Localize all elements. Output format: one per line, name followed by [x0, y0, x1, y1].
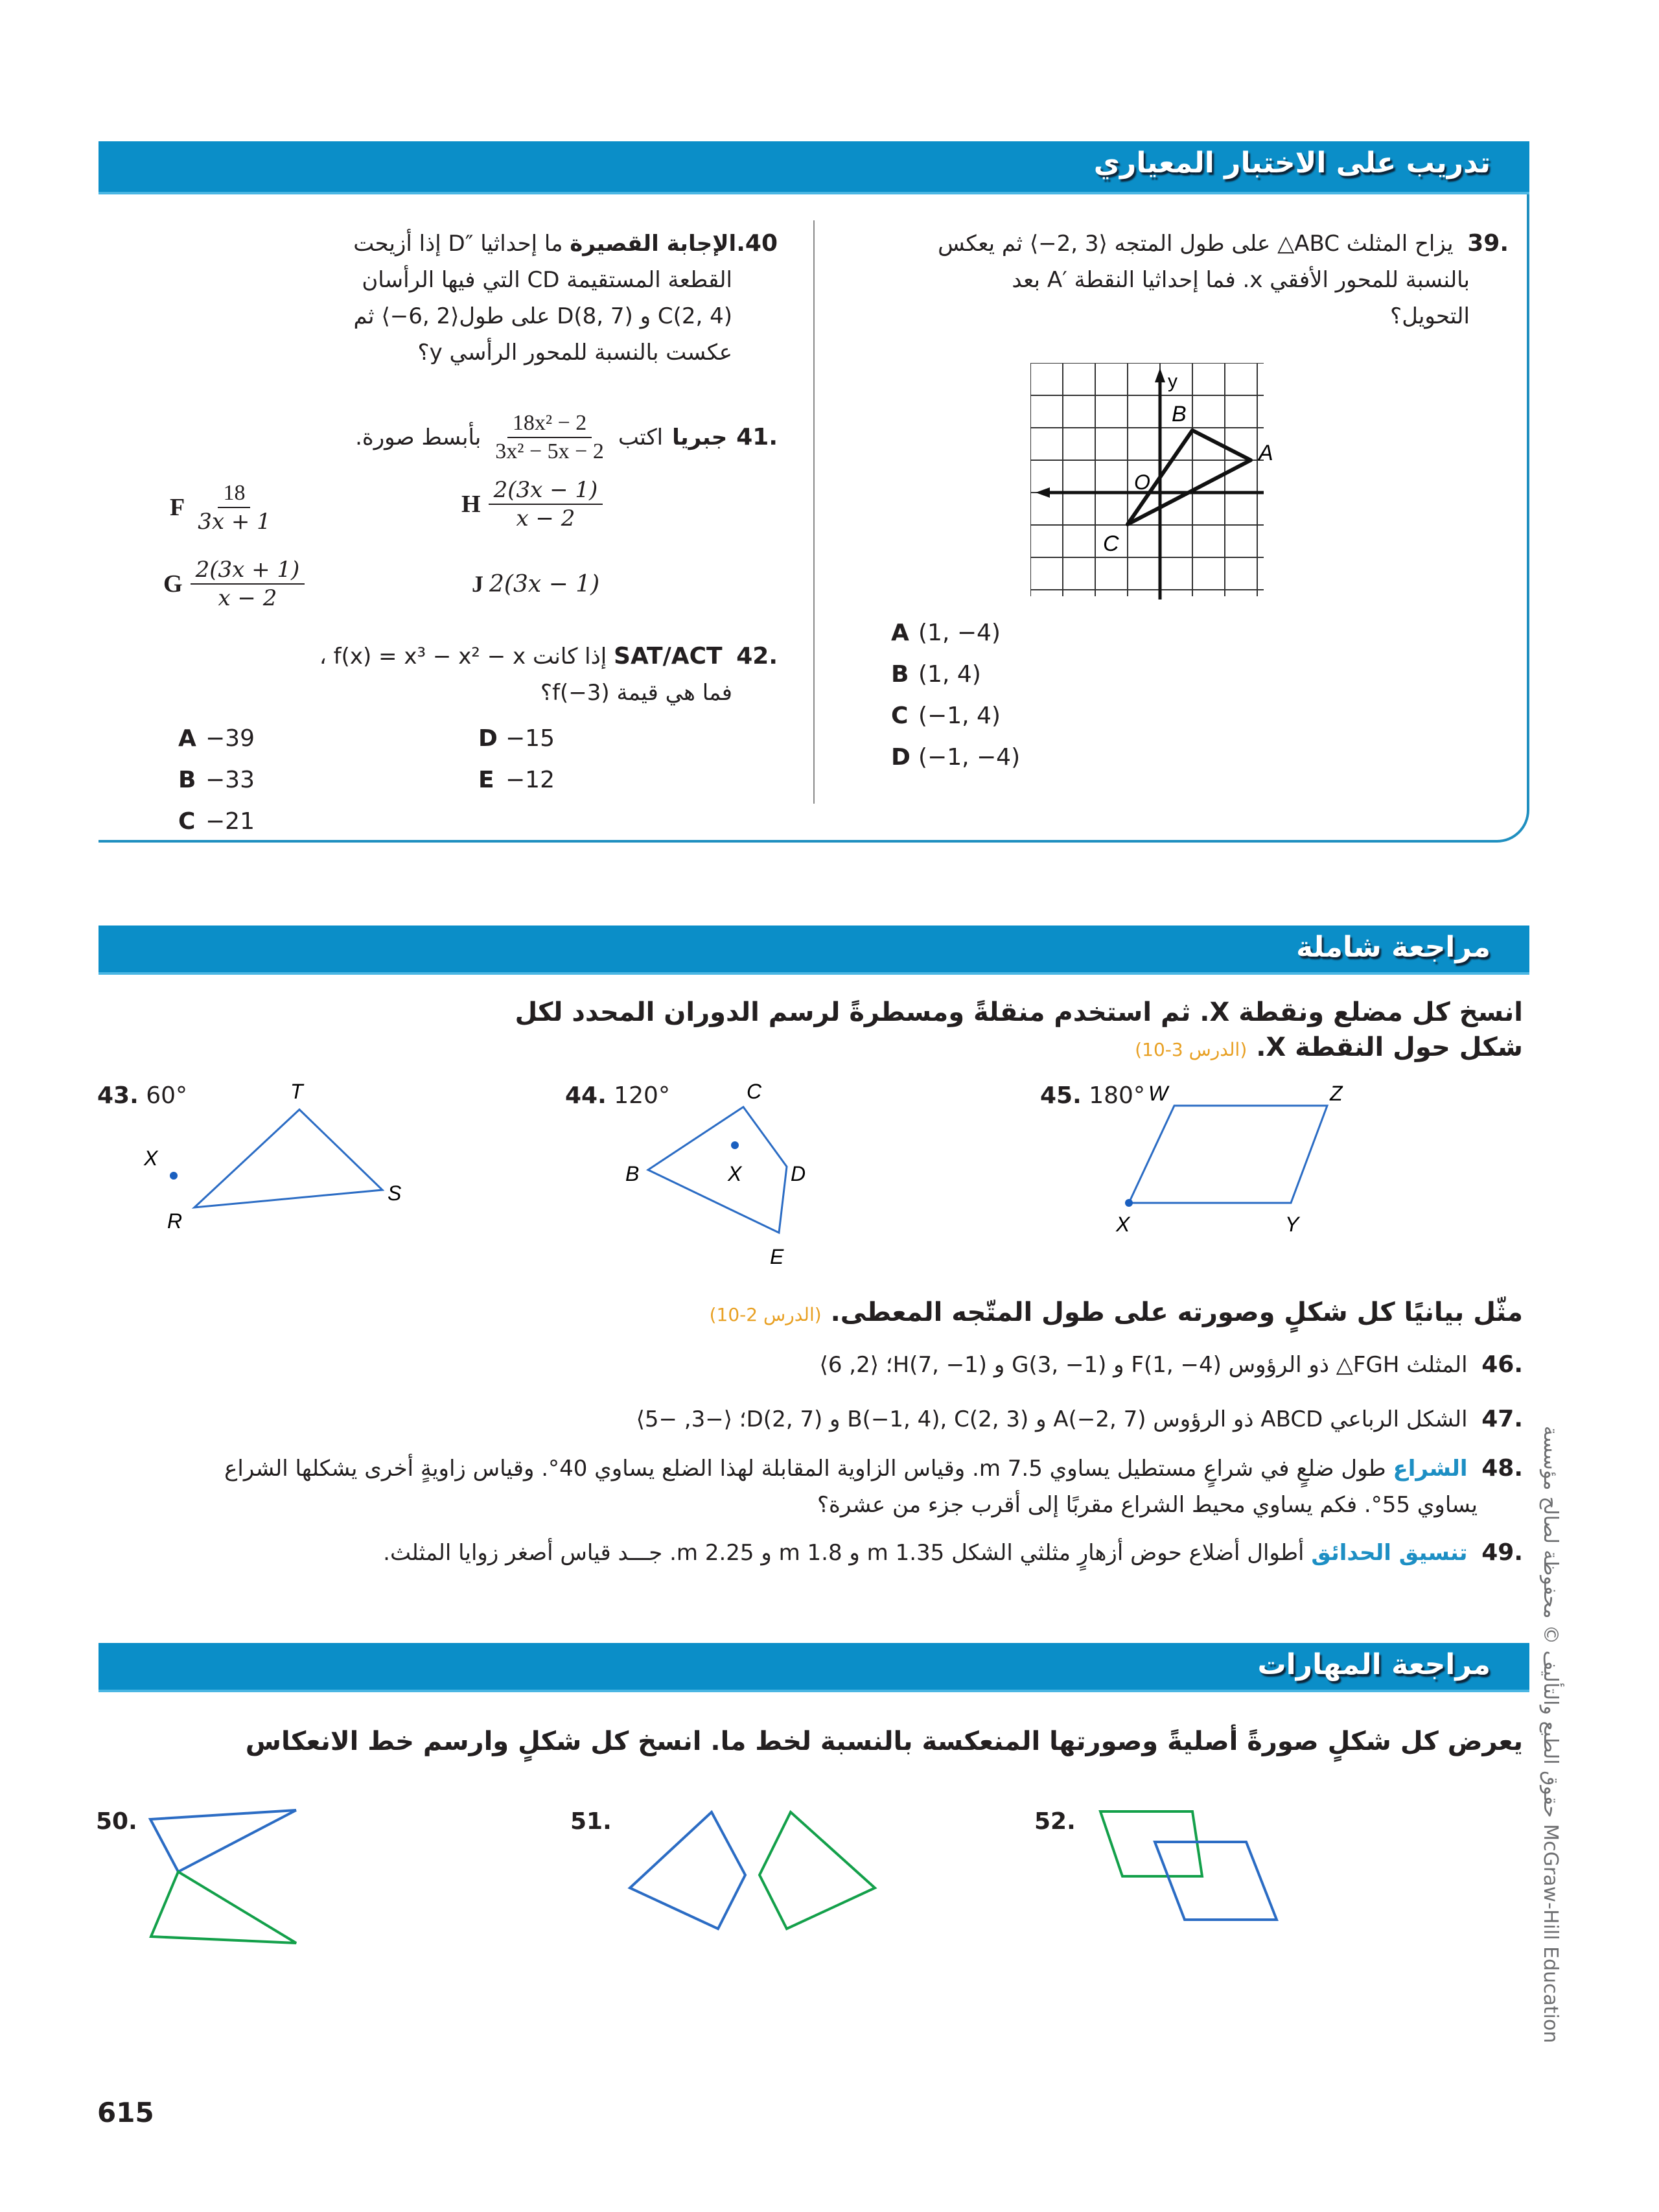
page-number: 615	[97, 2097, 154, 2128]
svg-text:Z: Z	[1330, 1082, 1343, 1105]
question-keyword: الإجابة القصيرة	[570, 231, 737, 257]
parallelogram-wxyz	[1129, 1106, 1327, 1203]
figure-51-label: 51.	[570, 1808, 612, 1835]
question-number: .39	[1467, 230, 1509, 257]
question-keyword: الشراع	[1393, 1456, 1468, 1482]
figure-52-label: 52.	[1034, 1808, 1076, 1835]
question-text-line: القطعة المستقيمة CD التي فيها الرأسان	[362, 267, 732, 293]
section-banner-skills-review	[99, 1643, 1529, 1692]
figure-50-reflection	[130, 1795, 324, 1964]
answer-choice[interactable]: C (−1, 4)	[891, 703, 1001, 729]
original-figure	[1100, 1811, 1202, 1876]
answer-choice[interactable]: J 2(3x − 1)	[472, 571, 600, 598]
svg-text:X: X	[1116, 1213, 1130, 1236]
quadrilateral-bcde	[648, 1107, 787, 1233]
svg-text:T: T	[290, 1080, 303, 1103]
figure-44-quadrilateral	[596, 1069, 868, 1283]
question-49: .49 تنسيق الحدائق أطوال أضلاع حوض أزهارٍ مثلثي الشكل 1.35 m و 1.8 m و 2.25 m. جـــد قياس أصغر زوايا المثلث.	[383, 1539, 1523, 1566]
question-text-line: عكست بالنسبة للمحور الرأسي y؟	[417, 340, 732, 366]
question-number: .48	[1481, 1455, 1523, 1482]
vertex-label-b: B	[1172, 402, 1187, 426]
triangle-rst	[194, 1110, 382, 1207]
svg-text:R: R	[167, 1209, 183, 1233]
question-text-line: بالنسبة للمحور الأفقي x. فما إحداثيا النقطة ′A بعد	[1012, 267, 1470, 293]
answer-choice[interactable]: E −12	[478, 767, 555, 793]
svg-text:Y: Y	[1285, 1213, 1299, 1236]
figure-45-label: 45. 180°	[1040, 1082, 1145, 1109]
question-number: .49	[1481, 1539, 1523, 1566]
copyright-notice: حقوق الطبع والتأليف © محفوظة لصالح مؤسسة McGraw-Hill Education	[1539, 1426, 1562, 2043]
svg-text:X: X	[728, 1162, 742, 1185]
section-title: مراجعة المهارات	[1257, 1648, 1491, 1681]
reflected-figure	[1155, 1842, 1277, 1920]
answer-choice[interactable]: A −39	[178, 725, 255, 752]
lesson-reference: (الدرس 2-10)	[709, 1304, 822, 1325]
section-title: تدريب على الاختبار المعياري	[1093, 146, 1491, 180]
answer-choice[interactable]: A (1, −4)	[891, 620, 1001, 646]
answer-choices-q42-col2	[478, 718, 555, 801]
figure-43-label: 43. 60°	[97, 1082, 188, 1109]
answer-choices-q42-col1	[178, 718, 255, 843]
vertex-label-c: C	[1103, 531, 1119, 556]
question-keyword: SAT/ACT	[614, 643, 723, 669]
answer-choice[interactable]: B (1, 4)	[891, 661, 981, 688]
question-number: .47	[1481, 1406, 1523, 1432]
question-42: .42 SAT/ACT إذا كانت f(x) = x³ − x² − x ، فما هي قيمة f(−3)؟	[194, 638, 778, 711]
question-number: .46	[1481, 1351, 1523, 1378]
svg-text:C: C	[747, 1080, 762, 1103]
question-47: .47 الشكل الرباعي ABCD ذو الرؤوس A(−2, 7) و B(−1, 4), C(2, 3) و D(2, 7)؛ ⟨−3, −5⟩	[636, 1406, 1523, 1432]
rational-expression: $\frac{\text{18x² − 2}}{\text{3x² − 5x − 2}}$	[495, 411, 604, 463]
answer-choice[interactable]: B −33	[178, 767, 255, 793]
figure-50-label: 50.	[96, 1808, 137, 1835]
column-divider	[813, 220, 815, 804]
question-text-line: C(2, 4) و D(8, 7) على طول⟨2 ,6−⟩ ثم	[353, 303, 732, 329]
question-46: .46 المثلث FGH△ ذو الرؤوس F(1, −4) و G(3, −1) و H(7, −1)؛ ⟨2, 6⟩	[819, 1351, 1523, 1378]
answer-choice[interactable]: D −15	[478, 725, 555, 752]
answer-choice[interactable]: C −21	[178, 808, 255, 835]
figure-51-reflection	[616, 1795, 907, 1964]
original-figure	[630, 1812, 745, 1929]
reflected-figure	[151, 1872, 296, 1943]
question-number: 40.	[736, 230, 778, 257]
figure-45-parallelogram	[1102, 1069, 1393, 1264]
question-text-line: فما هي قيمة f(−3)؟	[540, 680, 732, 706]
svg-text:W: W	[1148, 1082, 1168, 1105]
instruction-translation: مثّل بيانيًا كل شكلٍ وصورته على طول المتّجه المعطى. (الدرس 2-10)	[709, 1298, 1523, 1327]
origin-label: O	[1134, 471, 1150, 494]
question-39	[867, 226, 1509, 334]
svg-text:D: D	[791, 1162, 806, 1185]
question-number: .41	[736, 424, 778, 450]
section-banner-standardized-test	[99, 141, 1529, 194]
figure-43-triangle	[130, 1069, 428, 1264]
figure-52-reflection	[1089, 1795, 1303, 1970]
instruction-rotation: انسخ كل مضلع ونقطة X. ثم استخدم منقلةً ومسطرةً لرسم الدوران المحدد لكل شكل حول النقطة X. (الدرس 3-10)	[515, 997, 1523, 1062]
svg-text:X: X	[144, 1147, 158, 1170]
answer-choices-q39	[891, 612, 1020, 778]
question-48: .48 الشراع طول ضلعٍ في شراعٍ مستطيل يساوي 7.5 m. وقياس الزاوية المقابلة لهذا الضلع يساوي 40°. وقياس زاويةٍ أخرى يشكلها الشراع يساوي 55°. فكم يساوي محيط الشراع مقربًا إلى أقرب جزء من عشرة؟	[224, 1455, 1523, 1518]
lesson-reference: (الدرس 3-10)	[1135, 1039, 1247, 1060]
figure-44-label: 44. 120°	[565, 1082, 670, 1109]
point-x	[731, 1141, 739, 1149]
answer-choice[interactable]: H $\frac{2(3x - 1)}{x - 2}$	[461, 476, 603, 532]
question-41: .41 جبريا اكتب $\frac{\text{18x² − 2}}{\text{3x² − 5x − 2}}$ بأبسط صورة.	[130, 410, 778, 465]
point-x	[170, 1172, 178, 1180]
point-x	[1125, 1199, 1133, 1207]
question-keyword: جبريا	[672, 425, 728, 450]
answer-choice[interactable]: F $\frac{18}{3x + 1}$	[170, 481, 271, 535]
instruction-reflection: يعرض كل شكلٍ صورةً أصليةً وصورتها المنعكسة بالنسبة لخط ما. انسخ كل شكلٍ وارسم خط الانعكاس	[245, 1727, 1523, 1756]
x-axis-arrow-icon	[1036, 487, 1050, 498]
y-axis-arrow-icon	[1155, 368, 1165, 382]
answer-choice[interactable]: G $\frac{2(3x + 1)}{x - 2}$	[163, 556, 305, 612]
svg-text:B: B	[625, 1162, 640, 1185]
svg-text:S: S	[388, 1182, 402, 1205]
section-banner-comprehensive-review	[99, 926, 1529, 975]
section-title: مراجعة شاملة	[1296, 931, 1491, 964]
reflected-figure	[760, 1812, 875, 1929]
question-text-line: التحويل؟	[1390, 303, 1470, 329]
coordinate-graph-q39	[1030, 363, 1277, 609]
svg-text:E: E	[770, 1245, 784, 1268]
answer-choice[interactable]: D (−1, −4)	[891, 744, 1021, 771]
vertex-label-a: A	[1259, 441, 1273, 465]
question-40: 40.الإجابة القصيرة ما إحداثيا ″D إذا أزيحت القطعة المستقيمة CD التي فيها الرأسان C(2, 4) و D(8, 7) على طول⟨2 ,6−⟩ ثم عكست بالنسبة للمحور الرأسي y؟	[285, 226, 778, 371]
original-figure	[150, 1810, 296, 1872]
question-number: .42	[736, 643, 778, 669]
y-axis-label: y	[1168, 371, 1178, 392]
question-text-line: يزاح المثلث ABC△ على طول المتجه ⟨3 ,2−⟩ ثم يعكس	[938, 231, 1454, 257]
question-keyword: تنسيق الحدائق	[1311, 1540, 1468, 1566]
